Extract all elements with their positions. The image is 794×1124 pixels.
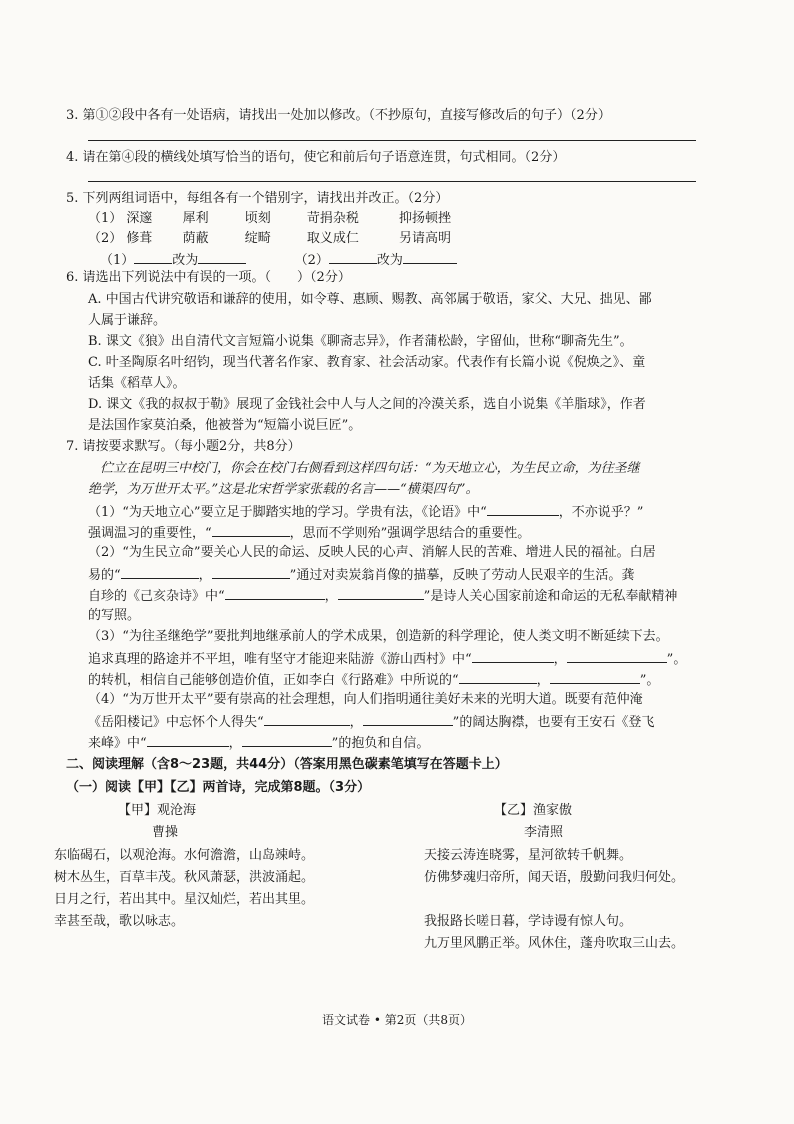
q7-part2-line4: 的写照。 — [88, 608, 141, 623]
blank[interactable] — [225, 587, 325, 600]
question-3 — [66, 108, 611, 124]
question-7 — [66, 439, 301, 455]
text: ，思而不学则殆”强调学思结合的重要性。 — [289, 526, 531, 541]
poem-a-line: 幸甚至哉，歌以咏志。 — [54, 914, 185, 929]
poem-b-line: 我报路长嗟日暮，学诗谩有惊人句。 — [424, 914, 633, 929]
blank[interactable] — [363, 713, 453, 726]
blank[interactable] — [487, 503, 559, 516]
question-4 — [66, 150, 565, 166]
word-row-1 — [88, 211, 451, 227]
question-text: 请按要求默写。（每小题2分，共8分） — [82, 439, 301, 454]
poem-b-line: 天接云涛连晓雾，星河欲转千帆舞。 — [424, 848, 633, 863]
blank[interactable] — [550, 671, 640, 684]
q7-part2-line1: （2）“为生民立命”要关心人民的命运、反映人民的心声、消解人民的苦难、增进人民的福祉。白居 — [88, 545, 656, 560]
text: ”通过对卖炭翁肖像的描摹，反映了劳动人民艰辛的生活。龚 — [289, 568, 635, 583]
text: 来峰》中“ — [88, 736, 147, 751]
text: 转机，相信自己能够创造价值，正如李白《行路难》中所说的“ — [101, 673, 459, 688]
word: 苛捐杂税 — [306, 211, 359, 226]
option-a-cont: 人属于谦辞。 — [88, 313, 167, 328]
section-2-title: 二、阅读理解（含8～23题，共44分）（答案用黑色碳素笔填写在答题卡上） — [66, 757, 508, 772]
text: 易的“ — [88, 568, 121, 583]
text: ， — [198, 568, 212, 583]
word: 另请高明 — [398, 231, 451, 246]
word: 荫蔽 — [182, 231, 209, 246]
intro-line-2: 绝学，为万世开太平。”这是北宋哲学家张载的名言——“横渠四句”。 — [88, 482, 479, 497]
page-footer: 语文试卷 • 第2页（共8页） — [322, 1013, 472, 1027]
word: 修葺 — [126, 231, 153, 246]
poem-a-line: 日月之行，若出其中。星汉灿烂，若出其里。 — [54, 892, 315, 907]
blank[interactable] — [242, 734, 332, 747]
text: 强调温习的重要性，“ — [88, 526, 212, 541]
word: 犀利 — [182, 211, 209, 226]
text: ”。 — [639, 673, 660, 688]
blank[interactable] — [134, 251, 172, 264]
blank[interactable] — [212, 524, 290, 537]
question-text: 请在第④段的横线处填写恰当的语句，使它和前后句子语意连贯，句式相同。（2分） — [82, 150, 566, 165]
text: ， — [324, 589, 338, 604]
text: 《岳阳楼记》中忘怀个人得失“ — [88, 715, 264, 730]
question-6 — [66, 270, 351, 286]
blank[interactable] — [264, 713, 350, 726]
poem-b-line: 仿佛梦魂归帝所，闻天语，殷勤问我归何处。 — [424, 870, 685, 885]
q7-part4-line3 — [88, 734, 429, 752]
question-number: 3. — [66, 108, 79, 123]
text: ”是诗人关心国家前途和命运的无私奉献精神 — [423, 589, 678, 604]
row-label: （2） — [88, 231, 123, 246]
reading-part-1-title: （一）阅读【甲】【乙】两首诗，完成第8题。（3分） — [66, 780, 371, 795]
blank[interactable] — [403, 251, 457, 264]
word: 抑扬顿挫 — [398, 211, 451, 226]
q5-fill-row — [100, 251, 457, 269]
option-d: D. 课文《我的叔叔于勒》展现了金钱社会中人与人之间的冷漠关系，选自小说集《羊脂球》，作者 — [88, 397, 646, 412]
option-a: A. 中国古代讲究敬语和谦辞的使用，如令尊、惠顾、赐教、高邻属于敬语，家父、大兄、拙见、鄙 — [88, 292, 652, 307]
question-number: 7. — [66, 439, 79, 454]
option-c: C. 叶圣陶原名叶绍钧，现当代著名作家、教育家、社会活动家。代表作有长篇小说《倪焕之》、童 — [88, 355, 646, 370]
q7-part3-line1: （3）“为往圣继绝学”要批判地继承前人的学术成果，创造新的科学理论，使人类文明不断延续下去。 — [88, 629, 669, 644]
poem-a-author: 曹操 — [152, 825, 179, 840]
poem-b-line: 九万里风鹏正举。风休住，蓬舟吹取三山去。 — [424, 936, 685, 951]
q7-part3-line3 — [88, 671, 659, 689]
q7-part2-line2 — [88, 566, 634, 584]
fill-label: 改为 — [376, 253, 403, 268]
word: 顷刻 — [244, 211, 271, 226]
word: 深邃 — [126, 211, 153, 226]
intro-line-1: 伫立在昆明三中校门，你会在校门右侧看到这样四句话：“为天地立心，为生民立命，为往圣继 — [100, 461, 640, 476]
answer-line-q3[interactable] — [88, 140, 696, 141]
text: ， — [228, 736, 242, 751]
blank[interactable] — [198, 251, 246, 264]
text: ”的抱负和自信。 — [331, 736, 430, 751]
question-number: 5. — [66, 191, 79, 206]
poem-b-author: 李清照 — [524, 825, 564, 840]
fill-label: （2） — [294, 253, 329, 268]
text: ， — [349, 715, 363, 730]
text: 追求真理的路途并不平坦，唯有坚守才能迎来陆游《游山西村》中“ — [88, 652, 472, 667]
answer-line-q4[interactable] — [88, 181, 696, 182]
option-b: B. 课文《狼》出自清代文言短篇小说集《聊斋志异》，作者蒲松龄，字留仙，世称“聊斋先生”。 — [88, 334, 633, 349]
blank[interactable] — [472, 650, 554, 663]
blank[interactable] — [212, 566, 290, 579]
text: ，不亦说乎？” — [558, 505, 644, 520]
question-5 — [66, 191, 448, 207]
blank[interactable] — [567, 650, 667, 663]
text: 自珍的《己亥杂诗》中“ — [88, 589, 225, 604]
text: ， — [536, 673, 550, 688]
question-text: 请选出下列说法中有误的一项。（ ）（2分） — [82, 270, 351, 285]
q7-part4-line2 — [88, 713, 654, 731]
poem-a-title: 【甲】观沧海 — [118, 803, 197, 818]
fill-label: 改为 — [172, 253, 199, 268]
question-text: 第①②段中各有一处语病，请找出一处加以修改。（不抄原句，直接写修改后的句子）（2分） — [82, 108, 611, 123]
q7-part1-line1 — [88, 503, 643, 521]
blank[interactable] — [338, 587, 424, 600]
q7-part4-line1: （4）“为万世开太平”要有崇高的社会理想，向人们指明通往美好未来的光明大道。既要有范仲淹 — [88, 692, 643, 707]
question-text: 下列两组词语中，每组各有一个错别字，请找出并改正。（2分） — [82, 191, 449, 206]
question-number: 6. — [66, 270, 79, 285]
blank[interactable] — [459, 671, 537, 684]
fill-label: （1） — [100, 253, 135, 268]
text: ”的阔达胸襟，也要有王安石《登飞 — [452, 715, 655, 730]
question-number: 4. — [66, 150, 79, 165]
text: （1）“为天地立心”要立足于脚踏实地的学习。学贵有法，《论语》中“ — [88, 505, 487, 520]
word: 取义成仁 — [306, 231, 359, 246]
blank[interactable] — [147, 734, 229, 747]
blank[interactable] — [329, 251, 377, 264]
q7-part1-line2 — [88, 524, 530, 542]
poem-a-line: 东临碣石，以观沧海。水何澹澹，山岛竦峙。 — [54, 848, 315, 863]
option-d-cont: 是法国作家莫泊桑，他被誉为“短篇小说巨匠”。 — [88, 418, 362, 433]
word-row-2 — [88, 231, 451, 247]
text: ”。 — [666, 652, 687, 667]
text: ， — [553, 652, 567, 667]
word: 绽畸 — [244, 231, 271, 246]
text: 的 — [88, 673, 102, 688]
poem-b-title: 【乙】渔家傲 — [494, 803, 573, 818]
row-label: （1） — [88, 211, 123, 226]
poem-a-line: 树木丛生，百草丰茂。秋风萧瑟，洪波涌起。 — [54, 870, 315, 885]
blank[interactable] — [121, 566, 199, 579]
option-c-cont: 话集《稻草人》。 — [88, 376, 186, 391]
q7-part3-line2 — [88, 650, 686, 668]
q7-part2-line3 — [88, 587, 677, 605]
